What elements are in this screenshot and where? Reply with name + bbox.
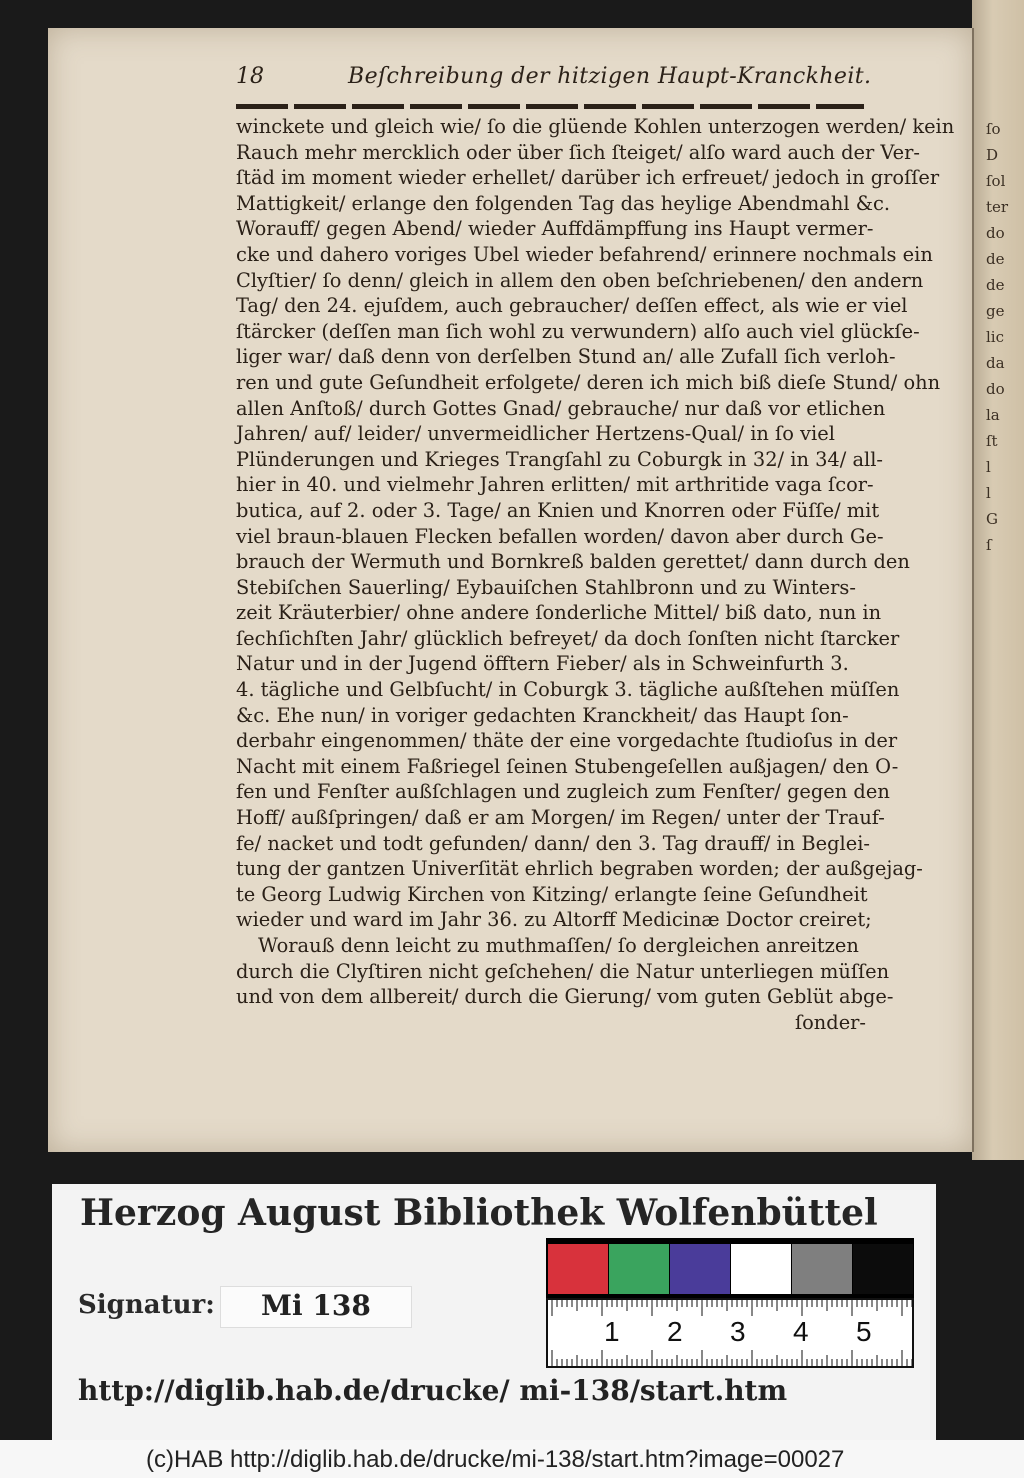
text-line: und von dem allbereit/ durch die Gierung/ vom guten Geblüt abge- (236, 985, 894, 1009)
facing-page-fragment: ſo (986, 120, 1001, 138)
measurement-ruler (546, 1298, 914, 1368)
color-swatch (609, 1244, 669, 1294)
library-name: Herzog August Bibliothek Wolfenbüttel (80, 1192, 878, 1234)
text-line: &c. Ehe nun/ in voriger gedachten Kranckheit/ das Haupt ſon- (236, 703, 849, 727)
ruler-number: 3 (730, 1316, 746, 1347)
text-line: Worauß denn leicht zu muthmaſſen/ ſo dergleichen anreitzen (258, 934, 859, 957)
facing-page-fragment: ter (986, 198, 1009, 216)
facing-page-fragment: ſol (986, 172, 1006, 190)
text-line: 4. tägliche und Gelbſucht/ in Coburgk 3. tägliche außſtehen müſſen (236, 678, 900, 702)
text-line: liger war/ daß denn von derſelben Stund an/ alle Zufall ſich verloh- (236, 345, 896, 369)
signatur-box (220, 1286, 412, 1328)
text-line: Tag/ den 24. ejuſdem, auch gebraucher/ deſſen effect, als wie er viel (236, 294, 908, 318)
color-swatch (548, 1244, 608, 1294)
running-title: Beſchreibung der hitzigen Haupt-Kranckheit. (348, 64, 872, 89)
page-body-text (236, 114, 955, 1035)
color-swatch (670, 1244, 730, 1294)
page-number: 18 (236, 64, 264, 89)
text-line: Mattigkeit/ erlange den folgenden Tag das heylige Abendmahl &c. (236, 191, 890, 215)
text-line: derbahr eingenommen/ thäte der eine vorgedachte ſtudioſus in der (236, 729, 898, 753)
ruler-number: 1 (604, 1316, 620, 1347)
text-line: ſtäd im moment wieder erhellet/ darüber ich erfreuet/ jedoch in groſſer (236, 166, 940, 190)
text-line: wieder und ward im Jahr 36. zu Altorff Medicinæ Doctor creiret; (236, 908, 872, 932)
facing-page-fragment: l (986, 484, 991, 502)
text-line: fen und Fenſter außſchlagen und zugleich zum Fenſter/ gegen den (236, 780, 890, 804)
text-line: ſtärcker (deſſen man ſich wohl zu verwundern) alſo auch viel glückſe- (236, 319, 920, 343)
footer-copyright-url: (c)HAB http://diglib.hab.de/drucke/mi-138/start.htm?image=00027 (146, 1446, 845, 1473)
text-line: ſechſichſten Jahr/ glücklich befreyet/ da doch ſonſten nicht ſtarcker (236, 626, 900, 650)
facing-page-fragment: ſt (986, 432, 998, 450)
catchword: ſonder- (794, 1010, 866, 1034)
text-line: Hoff/ außſpringen/ daß er am Morgen/ im Regen/ unter der Trauf- (236, 806, 885, 830)
text-line: fe/ nacket und todt gefunden/ dann/ den 3. Tag drauff/ in Beglei- (236, 831, 870, 855)
signatur-value: Mi 138 (261, 1289, 371, 1322)
facing-page-fragment: G (986, 510, 998, 528)
ruler-number: 5 (856, 1316, 872, 1347)
ruler-number: 4 (793, 1316, 809, 1347)
text-line: te Georg Ludwig Kirchen von Kitzing/ erlangte ſeine Geſundheit (236, 882, 868, 906)
text-line: allen Anſtoß/ durch Gottes Gnad/ gebrauche/ nur daß vor etlichen (236, 396, 886, 420)
text-line: Worauff/ gegen Abend/ wieder Auffdämpffung ins Haupt vermer- (236, 217, 874, 241)
header-rule (236, 104, 864, 109)
facing-page-fragment: do (986, 380, 1005, 398)
text-line: Rauch mehr mercklich oder über ſich ſteiget/ alſo ward auch der Ver- (236, 140, 920, 164)
color-calibration-bar (546, 1238, 914, 1300)
catalog-url: http://diglib.hab.de/drucke/ mi-138/start.htm (78, 1374, 788, 1407)
text-line: Plünderungen und Krieges Trangſahl zu Coburgk in 32/ in 34/ all- (236, 447, 883, 471)
facing-page-fragment: ſ (986, 536, 992, 554)
text-line: tung der gantzen Univerſität ehrlich begraben worden; der außgejag- (236, 857, 923, 881)
text-line: Stebiſchen Sauerling/ Eybauiſchen Stahlbronn und zu Winters- (236, 575, 856, 599)
facing-page-fragment: ge (986, 302, 1005, 320)
text-line: butica, auf 2. oder 3. Tage/ an Knien und Knorren oder Füſſe/ mit (236, 498, 880, 522)
facing-page-fragment: la (986, 406, 1000, 424)
facing-page-fragment: de (986, 250, 1005, 268)
facing-page-fragment: do (986, 224, 1005, 242)
text-line: Natur und in der Jugend öfftern Fieber/ als in Schweinfurth 3. (236, 652, 849, 676)
color-swatch (792, 1244, 852, 1294)
footer-bar (0, 1440, 1024, 1478)
facing-page-fragment: de (986, 276, 1005, 294)
ruler-number: 2 (667, 1316, 683, 1347)
page-header (236, 64, 876, 98)
signatur-label: Signatur: (78, 1290, 215, 1320)
facing-page-fragment: D (986, 146, 999, 164)
color-swatch (853, 1244, 913, 1294)
text-line: cke und dahero voriges Ubel wieder befahrend/ erinnere nochmals ein (236, 242, 933, 266)
text-line: ren und gute Geſundheit erfolgete/ deren ich mich biß dieſe Stund/ ohn (236, 370, 941, 394)
facing-page-fragment: lic (986, 328, 1004, 346)
text-line: Nacht mit einem Faßriegel ſeinen Stubengeſellen außjagen/ den O- (236, 754, 899, 778)
text-line: hier in 40. und vielmehr Jahren erlitten/ mit arthritide vaga ſcor- (236, 473, 874, 497)
text-line: zeit Kräuterbier/ ohne andere ſonderliche Mittel/ biß dato, nun in (236, 601, 882, 625)
text-line: durch die Clyſtiren nicht geſchehen/ die Natur unterliegen müſſen (236, 959, 890, 983)
facing-page-edge (972, 0, 1024, 1160)
text-line: winckete und gleich wie/ ſo die glüende Kohlen unterzogen werden/ kein (236, 115, 955, 138)
facing-page-fragment: da (986, 354, 1005, 372)
text-line: Clyſtier/ ſo denn/ gleich in allem den oben beſchriebenen/ den andern (236, 268, 924, 292)
facing-page-fragment: l (986, 458, 991, 476)
text-line: viel braun-blauen Flecken befallen worden/ davon aber durch Ge- (236, 524, 884, 548)
text-line: brauch der Wermuth und Bornkreß balden gerettet/ dann durch den (236, 550, 910, 574)
text-line: Jahren/ auf/ leider/ unvermeidlicher Hertzens-Qual/ in ſo viel (236, 422, 835, 446)
color-swatch (731, 1244, 791, 1294)
